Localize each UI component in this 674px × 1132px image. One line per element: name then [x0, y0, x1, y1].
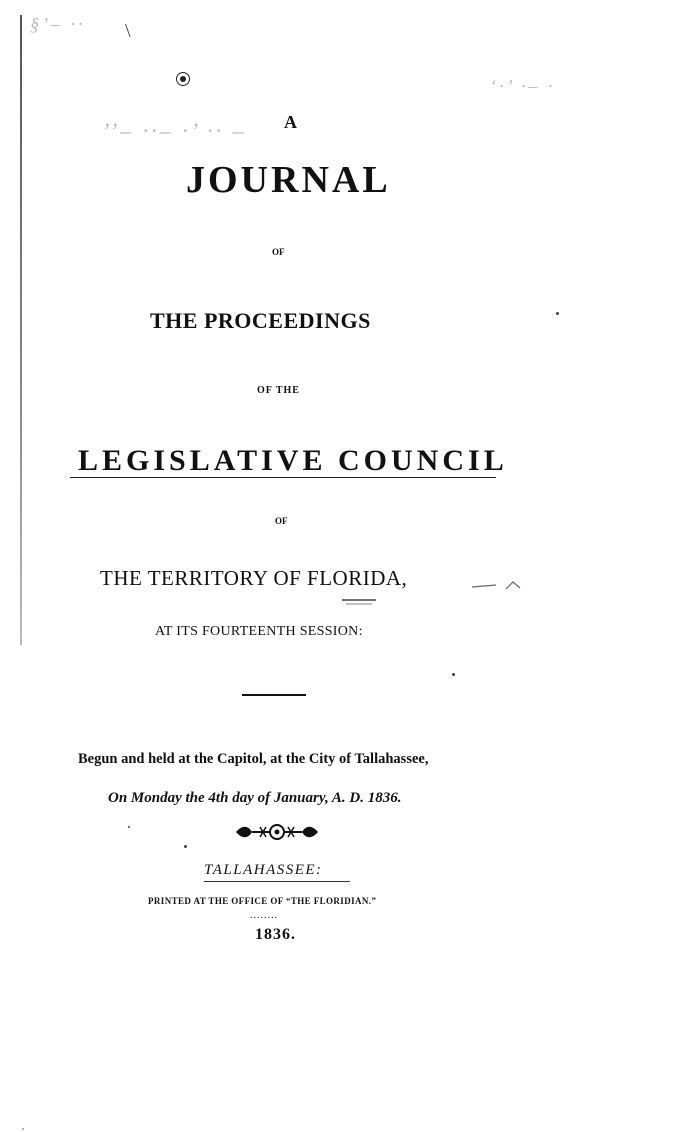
imprint-begun: Begun and held at the Capitol, at the City of Tallahassee, [78, 751, 429, 767]
place-underline [204, 881, 350, 882]
section-rule [242, 694, 306, 696]
pencil-note-top-left: §’– ·· [30, 14, 86, 34]
paper-speck [556, 312, 559, 315]
council-underline [70, 477, 496, 478]
imprint-place: TALLAHASSEE: [204, 862, 323, 878]
imprint-date: On Monday the 4th day of January, A. D. 1836. [108, 790, 402, 806]
library-stamp-mark [176, 72, 190, 86]
pencil-handwriting: ’’– ··– ·’ ·· – [102, 118, 247, 143]
paper-speck [128, 826, 130, 828]
pencil-tick-mark: \ [125, 20, 134, 42]
title-of-the: OF THE [257, 385, 300, 396]
title-of-1: OF [272, 247, 285, 257]
pencil-note-top-right: ‘·’ ·– · [490, 76, 556, 96]
title-journal: JOURNAL [186, 159, 391, 201]
title-of-2: OF [275, 516, 288, 526]
paper-speck [452, 673, 455, 676]
title-session: AT ITS FOURTEENTH SESSION: [155, 624, 363, 639]
title-territory: THE TERRITORY OF FLORIDA, [100, 566, 408, 590]
imprint-dots: ........ [250, 910, 278, 921]
ornament-flourish [232, 822, 322, 842]
imprint-printer: PRINTED AT THE OFFICE OF “THE FLORIDIAN.” [148, 896, 377, 906]
pencil-underline-mark [340, 598, 378, 606]
title-legislative-council: LEGISLATIVE COUNCIL [78, 444, 508, 477]
pencil-dash-mark [470, 578, 526, 592]
page-edge-shadow [20, 15, 22, 645]
paper-speck [22, 1128, 24, 1130]
imprint-year: 1836. [255, 926, 296, 943]
title-proceedings: THE PROCEEDINGS [150, 308, 371, 333]
paper-speck [184, 845, 187, 848]
title-article: A [284, 112, 297, 132]
